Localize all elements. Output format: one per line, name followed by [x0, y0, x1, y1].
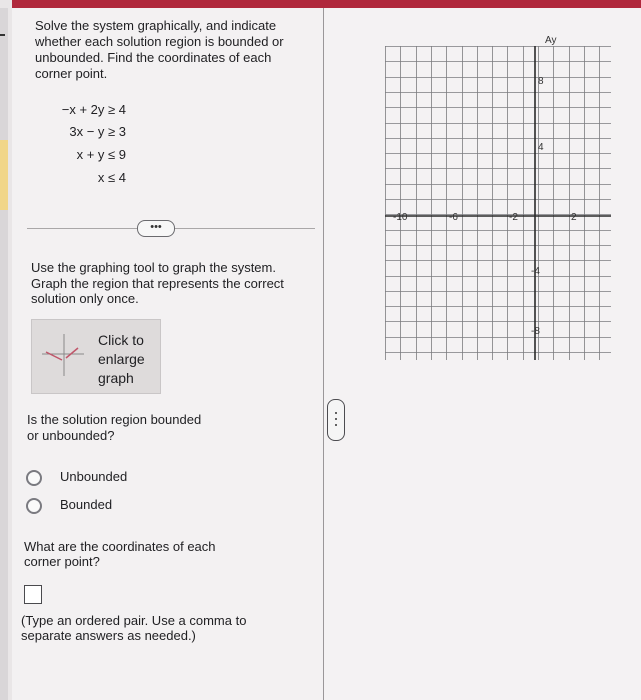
left-side-tab[interactable] [0, 140, 8, 210]
answer-hint-line: (Type an ordered pair. Use a comma to [21, 613, 247, 628]
top-brand-bar [0, 0, 641, 8]
enlarge-graph-label [98, 331, 156, 388]
instruction-line: Solve the system graphically, and indicate [35, 18, 277, 33]
panel-resize-handle[interactable] [327, 399, 345, 441]
enlarge-graph-thumbnail[interactable] [31, 319, 161, 394]
radio-circle[interactable] [26, 498, 42, 514]
corner-point-input[interactable] [24, 585, 42, 604]
more-options-button[interactable]: ••• [137, 220, 175, 237]
graph-instruction-line: Use the graphing tool to graph the system. [31, 260, 276, 275]
radio-circle[interactable] [26, 470, 42, 486]
y-tick-label: 8 [538, 76, 544, 87]
y-tick-label: -4 [531, 266, 540, 277]
inequality-1: −x + 2y ≥ 4 [61, 102, 126, 117]
instruction-line: whether each solution region is bounded or [35, 34, 284, 49]
inequality-4: x ≤ 4 [97, 170, 126, 185]
grid-svg [385, 35, 611, 360]
handle-dot [335, 412, 337, 414]
x-tick-label: -10 [393, 212, 408, 223]
instruction-line: unbounded. Find the coordinates of each [35, 50, 272, 65]
corner-prompt-line: corner point? [24, 554, 100, 569]
left-edge-strip [0, 8, 8, 700]
y-tick-label: -8 [531, 326, 540, 337]
graph-instruction-line: solution only once. [31, 291, 139, 306]
corner-prompt-line: What are the coordinates of each [24, 539, 216, 554]
top-bar-gap [0, 0, 12, 8]
handle-dot [335, 424, 337, 426]
handle-dot [335, 418, 337, 420]
y-tick-label: 4 [538, 142, 544, 153]
answer-hint-line: separate answers as needed.) [21, 628, 196, 643]
enlarge-graph-label-line: enlarge [98, 351, 145, 367]
bounded-prompt-line: Is the solution region bounded [27, 412, 202, 427]
graph-thumbnail-icon [38, 330, 88, 380]
bounded-prompt-line: or unbounded? [27, 428, 115, 443]
left-edge-mark [0, 34, 5, 36]
graph-instruction-line: Graph the region that represents the correct [31, 276, 284, 291]
x-tick-label: 2 [571, 212, 577, 223]
inequality-2: 3x − y ≥ 3 [69, 124, 126, 139]
grid-lines [385, 46, 611, 360]
x-tick-label: -6 [449, 212, 458, 223]
bounded-option-label[interactable]: Bounded [60, 497, 113, 512]
enlarge-graph-label-line: graph [98, 370, 134, 386]
coordinate-grid[interactable] [385, 35, 611, 360]
instruction-line: corner point. [35, 66, 108, 81]
inequality-3: x + y ≤ 9 [76, 147, 126, 162]
x-tick-label: -2 [509, 212, 518, 223]
unbounded-option-label[interactable]: Unbounded [60, 469, 128, 484]
enlarge-graph-label-line: Click to [98, 332, 144, 348]
y-axis-label: Ay [545, 35, 557, 46]
